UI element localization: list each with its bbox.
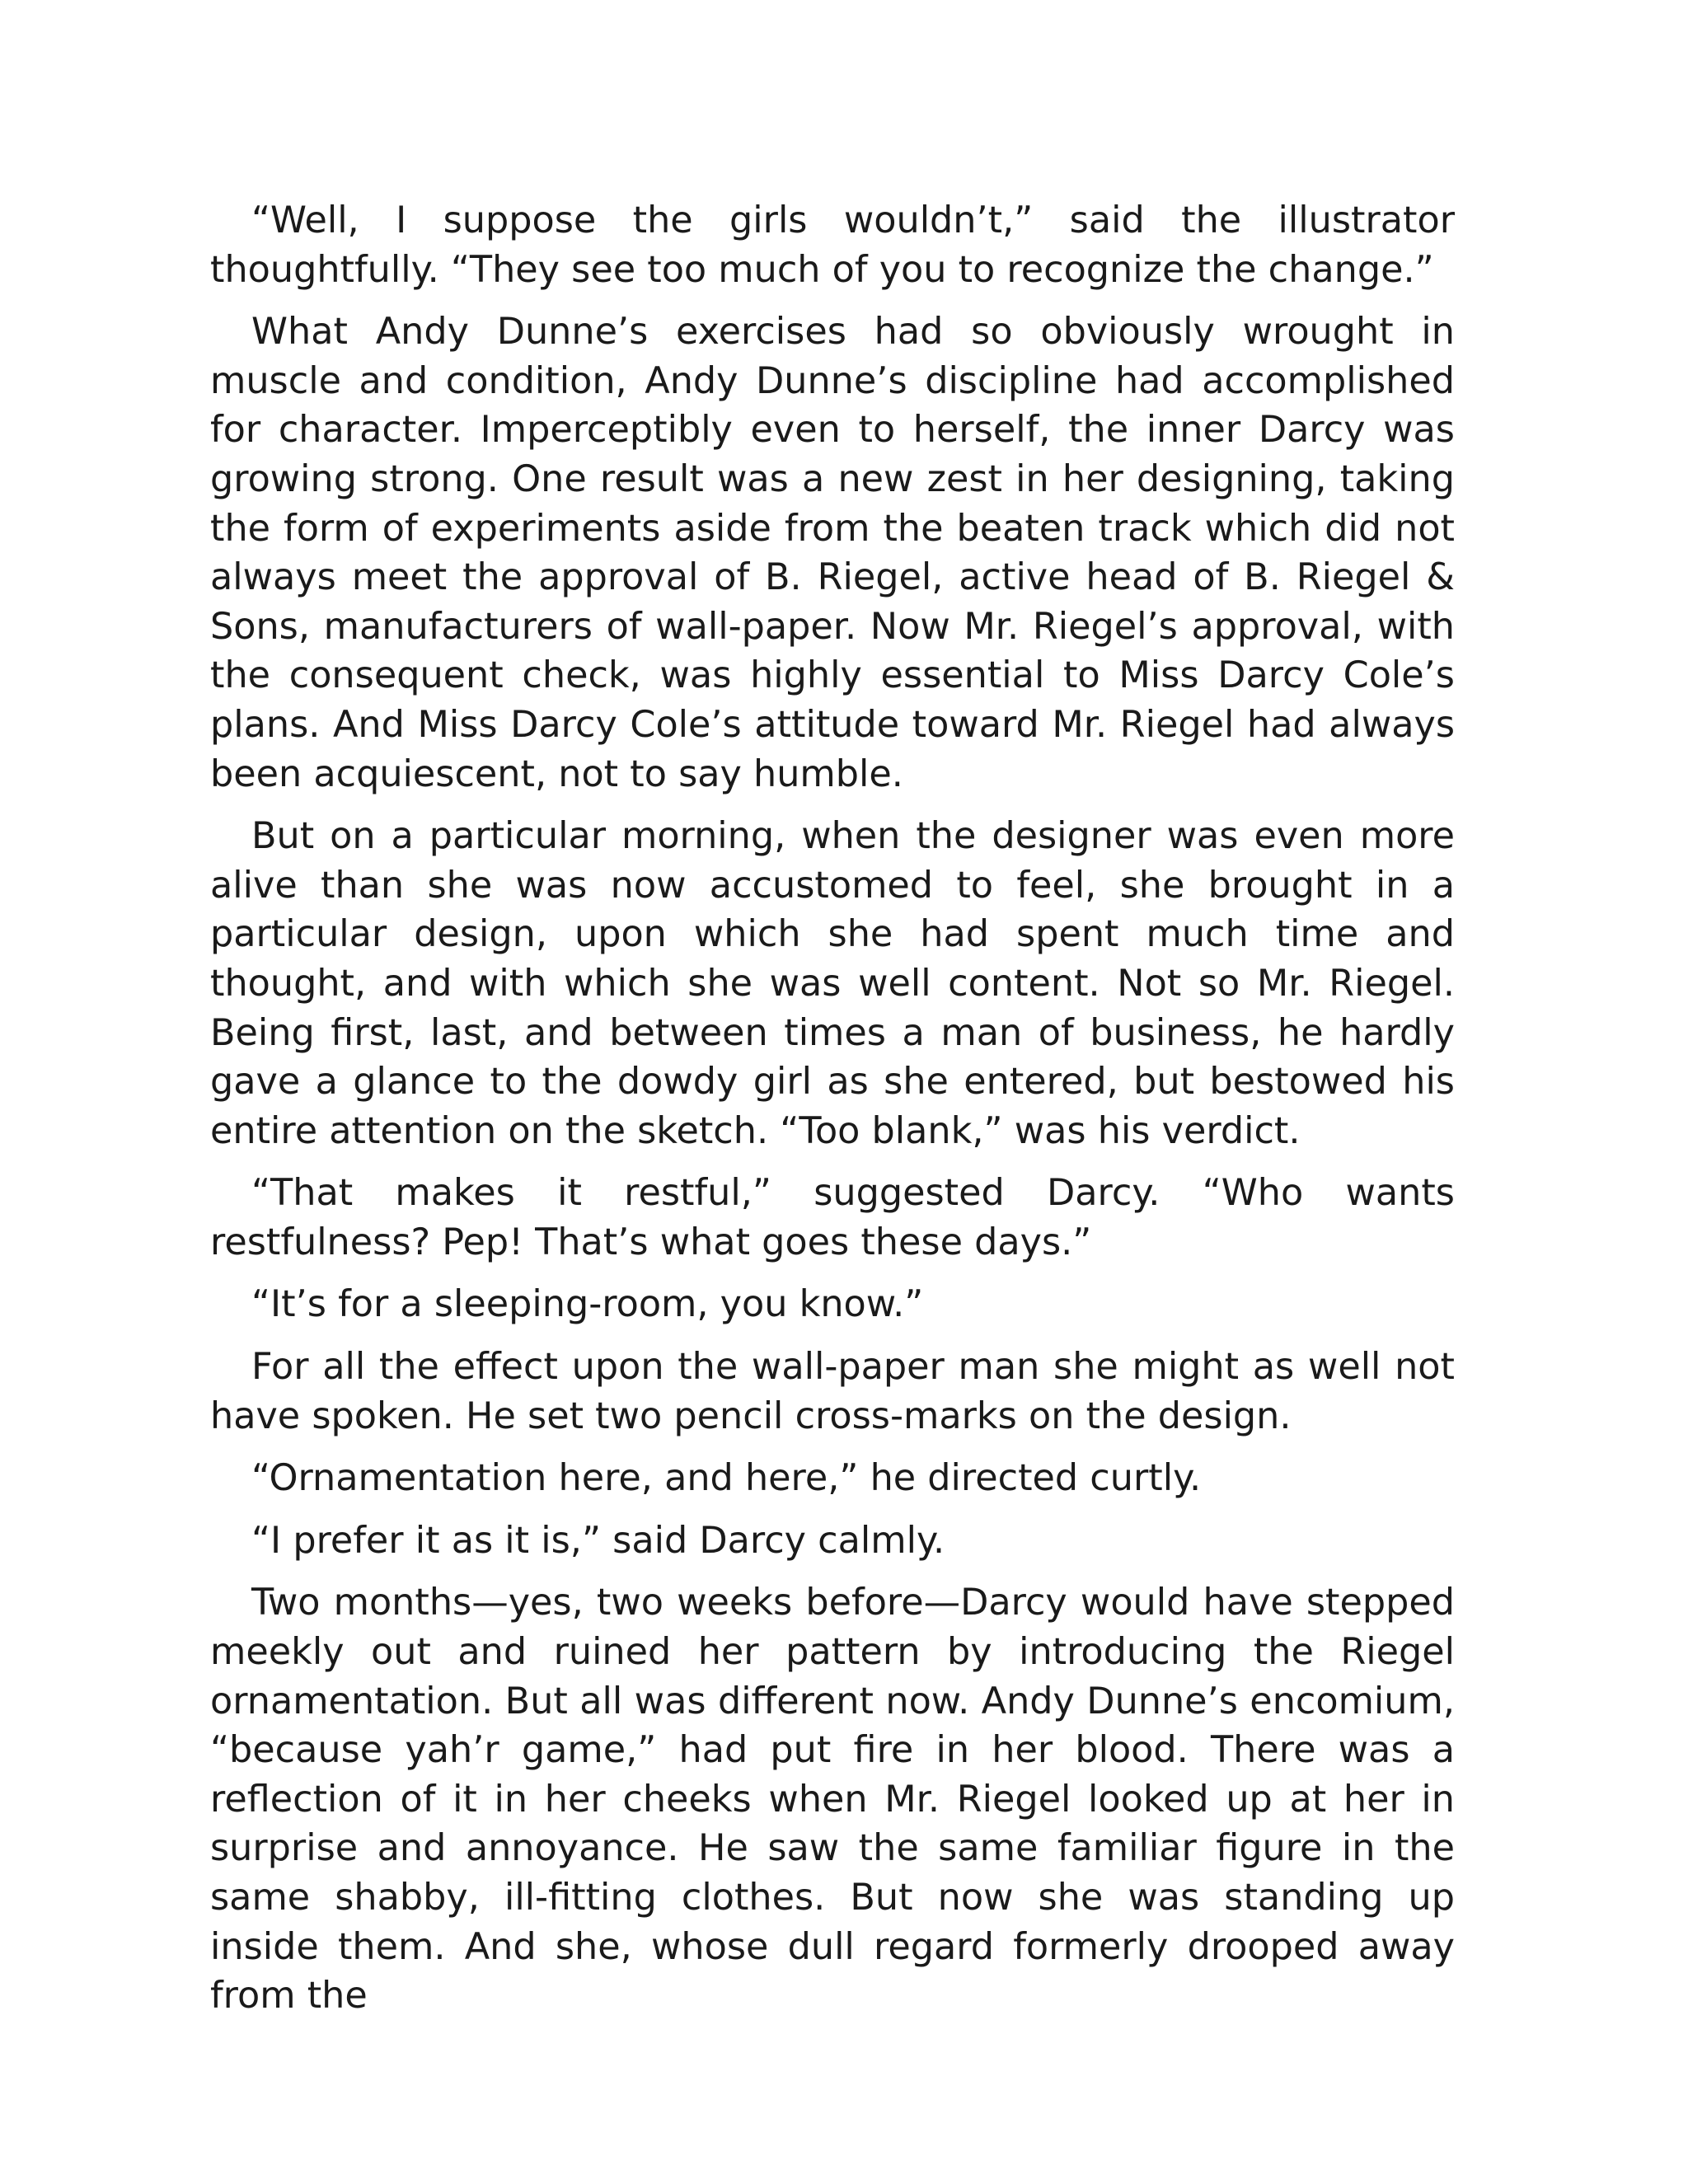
paragraph-3: But on a particular morning, when the designer was even more alive than she was now accustomed to feel, she brought in a particular design, upon which she had spent much time and thought, and with which she was well content. Not so Mr. Riegel. Being first, last, and between times a man of business, he hardly gave a glance to the dowdy girl as she entered, but bestowed his entire attention on the sketch. “Too blank,” was his verdict. [210, 815, 1455, 1152]
paragraph-1: “Well, I suppose the girls wouldn’t,” said the illustrator thoughtfully. “They see too much of you to recognize the change.” [210, 199, 1455, 291]
paragraph-5: “It’s for a sleeping-room, you know.” [251, 1283, 924, 1326]
paragraph-6: For all the effect upon the wall-paper man she might as well not have spoken. He set two pencil cross-marks on the design. [210, 1346, 1455, 1437]
paragraph-2: What Andy Dunne’s exercises had so obviously wrought in muscle and condition, Andy Dunne’s discipline had accomplished for character. Imperceptibly even to herself, the inner Darcy was growing strong. One result was a new zest in her designing, taking the form of experiments aside from the beaten track which did not always meet the approval of B. Riegel, active head of B. Riegel & Sons, manufacturers of wall-paper. Now Mr. Riegel’s approval, with the consequent check, was highly essential to Miss Darcy Cole’s plans. And Miss Darcy Cole’s attitude toward Mr. Riegel had always been acquiescent, not to say humble. [210, 311, 1455, 795]
paragraph-8: “I prefer it as it is,” said Darcy calmly. [251, 1519, 945, 1562]
paragraph-9: Two months—yes, two weeks before—Darcy would have stepped meekly out and ruined her pattern by introducing the Riegel ornamentation. But all was different now. Andy Dunne’s encomium, “because yah’r game,” had put fire in her blood. There was a reflection of it in her cheeks when Mr. Riegel looked up at her in surprise and annoyance. He saw the same familiar figure in the same shabby, ill-fitting clothes. But now she was standing up inside them. And she, whose dull regard formerly drooped away from the [210, 1582, 1455, 2018]
paragraph-4: “That makes it restful,” suggested Darcy. “Who wants restfulness? Pep! That’s what goes these days.” [210, 1172, 1455, 1263]
page-body [210, 196, 1455, 2034]
paragraph-7: “Ornamentation here, and here,” he directed curtly. [251, 1457, 1202, 1500]
